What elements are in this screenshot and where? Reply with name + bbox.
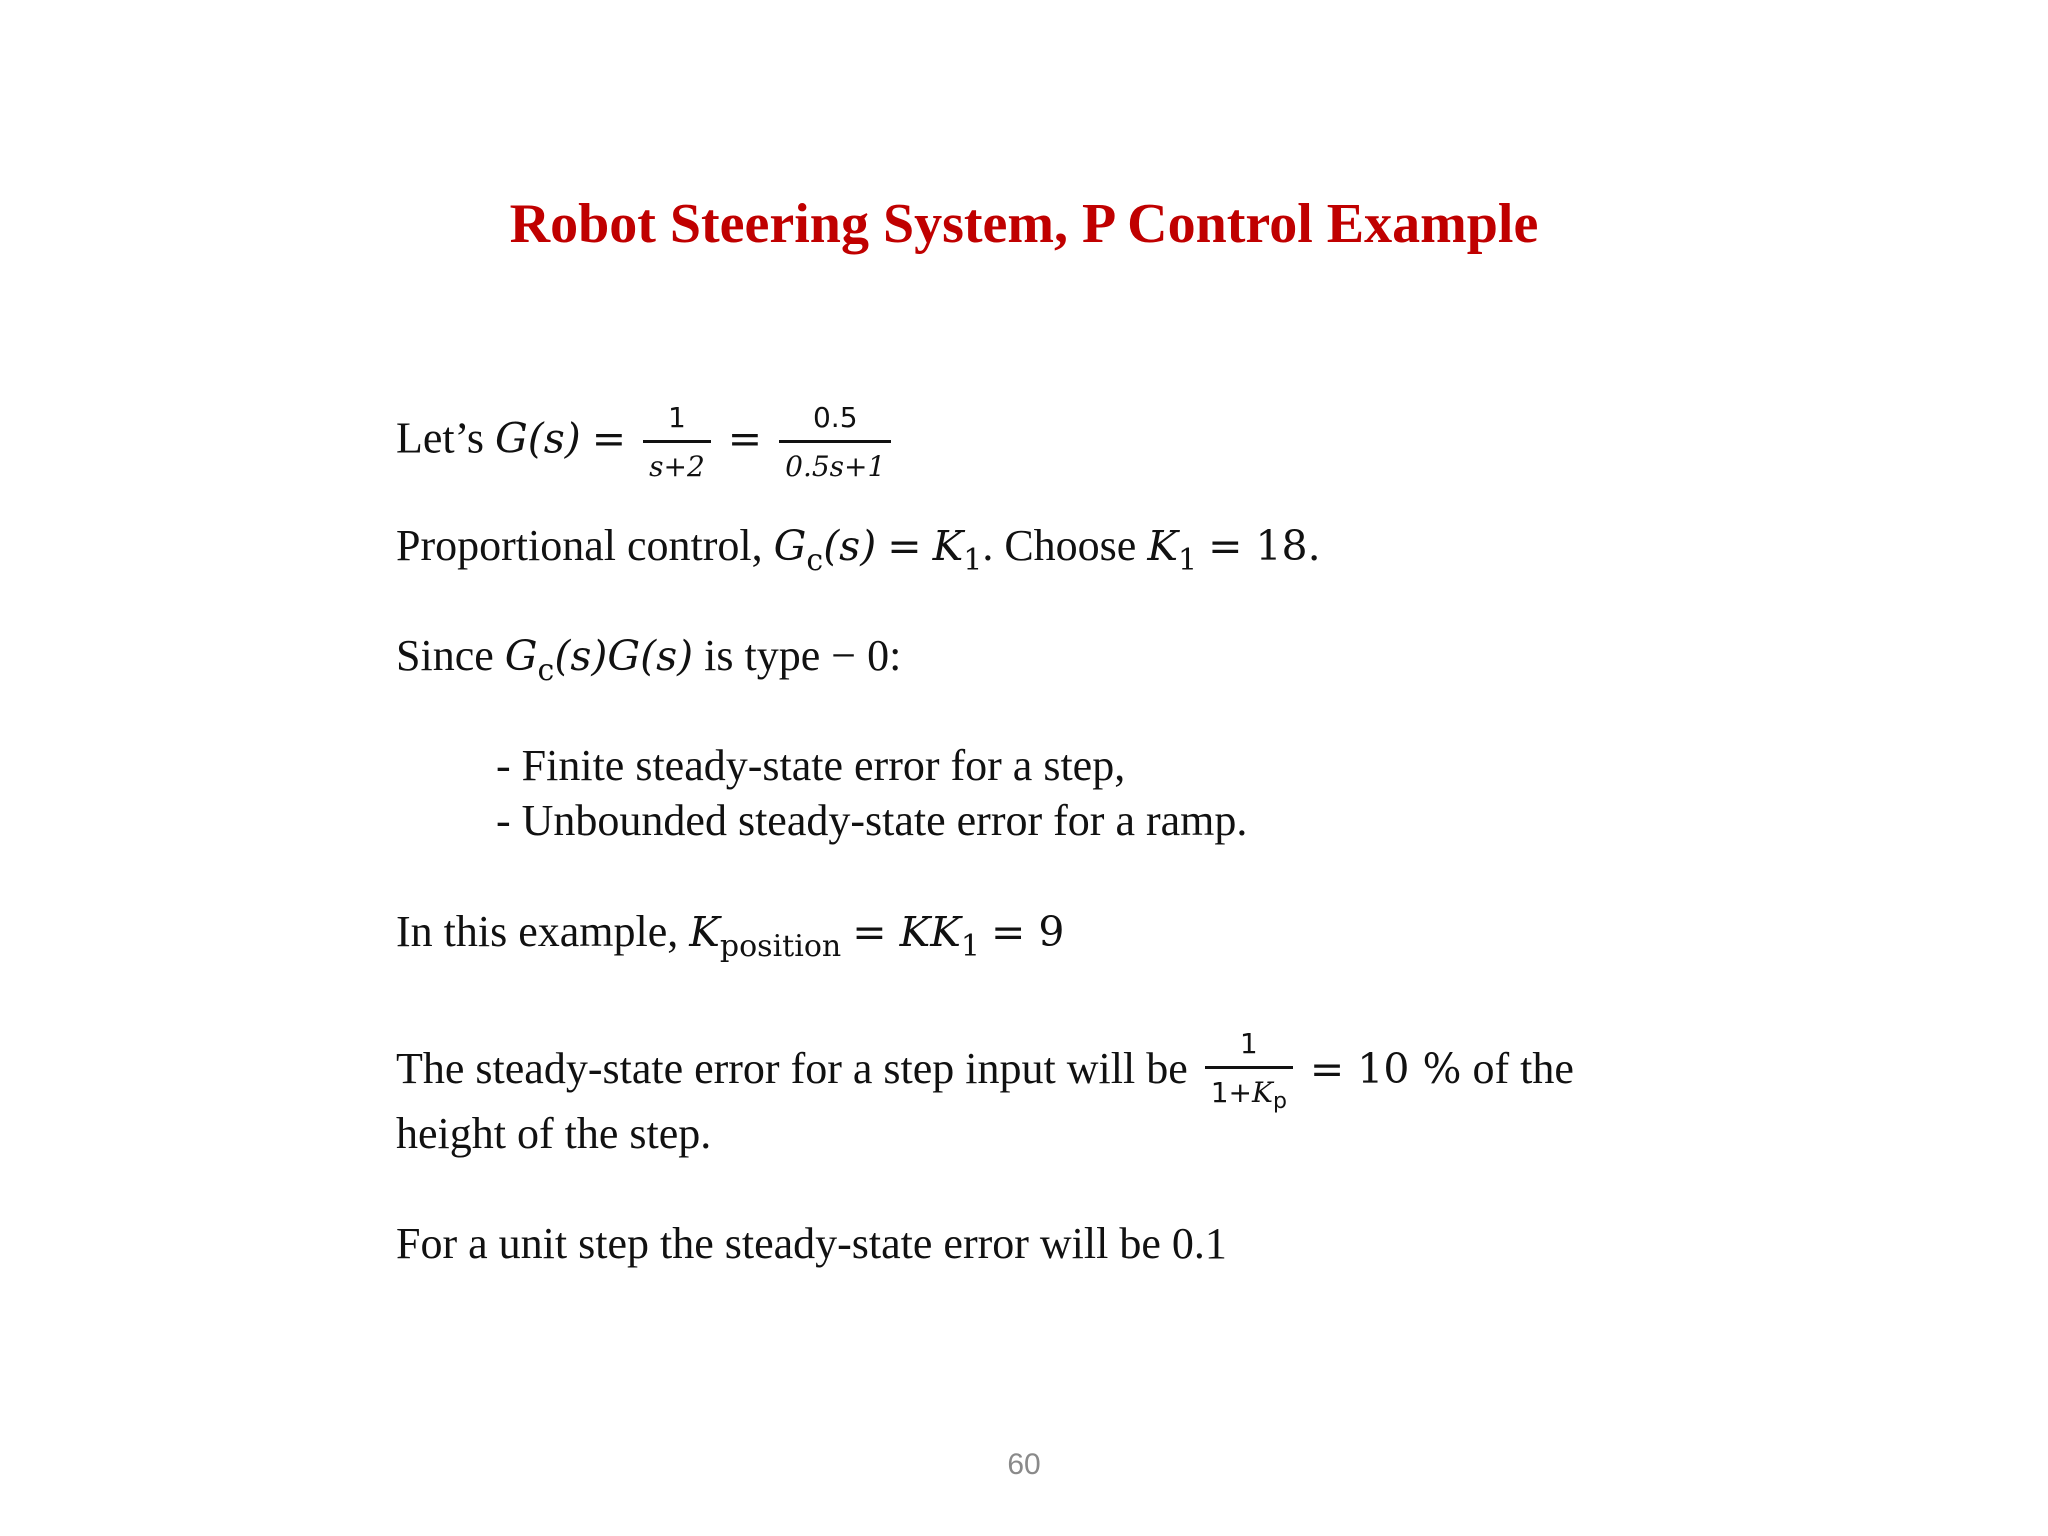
gc-subscript: c xyxy=(806,543,824,578)
choose-label: . Choose xyxy=(982,521,1137,570)
gc-argument: (s) xyxy=(823,522,877,570)
k-position-value: = 9 xyxy=(990,908,1065,956)
k1-subscript-choice: 1 xyxy=(1177,543,1198,578)
fraction-1-over-s-plus-2 xyxy=(643,400,711,485)
k-position-symbol: K xyxy=(689,908,720,956)
kp-symbol: K xyxy=(1252,1076,1273,1109)
in-this-example-label: In this example, xyxy=(396,907,679,956)
steady-state-error-line xyxy=(396,1026,1574,1120)
equals-sign: = xyxy=(727,414,763,463)
k1-symbol: K xyxy=(932,522,964,570)
height-of-step-line: height of the step. xyxy=(396,1109,712,1158)
fraction-numerator: 1 xyxy=(643,400,711,443)
equals-sign: = xyxy=(591,414,627,463)
type-zero-label: is type − 0: xyxy=(704,631,902,680)
equals-sign: = xyxy=(887,522,922,570)
kk1-subscript: 1 xyxy=(960,929,980,964)
fraction-one-over-one-plus-kp xyxy=(1205,1026,1293,1120)
gc-symbol: G xyxy=(773,522,807,570)
kk1-expression: = KK xyxy=(852,908,961,956)
slide-title: Robot Steering System, P Control Example xyxy=(509,193,1539,255)
unit-step-error-line: For a unit step the steady-state error will be 0.1 xyxy=(396,1219,1227,1268)
fraction-numerator: 0.5 xyxy=(779,400,891,443)
steady-state-error-label: The steady-state error for a step input will be xyxy=(396,1044,1188,1094)
position-constant-line xyxy=(396,906,1064,973)
fraction-denominator-text: s+2 xyxy=(649,450,705,483)
k1-subscript: 1 xyxy=(963,543,983,578)
fraction-denominator-text: 0.5s+1 xyxy=(785,450,886,483)
bullet-finite-error: - Finite steady-state error for a step, xyxy=(496,741,1126,790)
system-type-line xyxy=(396,630,901,697)
gc-subscript: c xyxy=(537,653,555,688)
k-position-subscript: position xyxy=(719,929,842,964)
proportional-control-label: Proportional control, xyxy=(396,521,763,570)
proportional-control-line xyxy=(396,520,1321,587)
gc-symbol: G xyxy=(504,632,538,680)
denominator-prefix: 1+ xyxy=(1210,1076,1253,1109)
fraction-denominator xyxy=(643,443,711,485)
g-of-s: G(s) xyxy=(494,414,581,463)
kp-subscript: p xyxy=(1272,1089,1287,1114)
since-label: Since xyxy=(396,631,494,680)
gc-g-product: (s)G(s) xyxy=(554,632,694,680)
transfer-function-line xyxy=(396,400,897,485)
of-the-label: of the xyxy=(1472,1044,1574,1094)
k1-value: = 18. xyxy=(1208,522,1321,570)
fraction-denominator xyxy=(779,443,891,485)
fraction-normalized xyxy=(779,400,891,485)
fraction-denominator xyxy=(1205,1069,1293,1120)
error-percent-value: = 10 % xyxy=(1309,1045,1462,1094)
page-number: 60 xyxy=(1007,1448,1041,1481)
k1-symbol-choice: K xyxy=(1147,522,1178,570)
bullet-unbounded-error: - Unbounded steady-state error for a ramp. xyxy=(496,796,1248,845)
fraction-numerator: 1 xyxy=(1205,1026,1293,1069)
lets-label: Let’s xyxy=(396,413,484,463)
